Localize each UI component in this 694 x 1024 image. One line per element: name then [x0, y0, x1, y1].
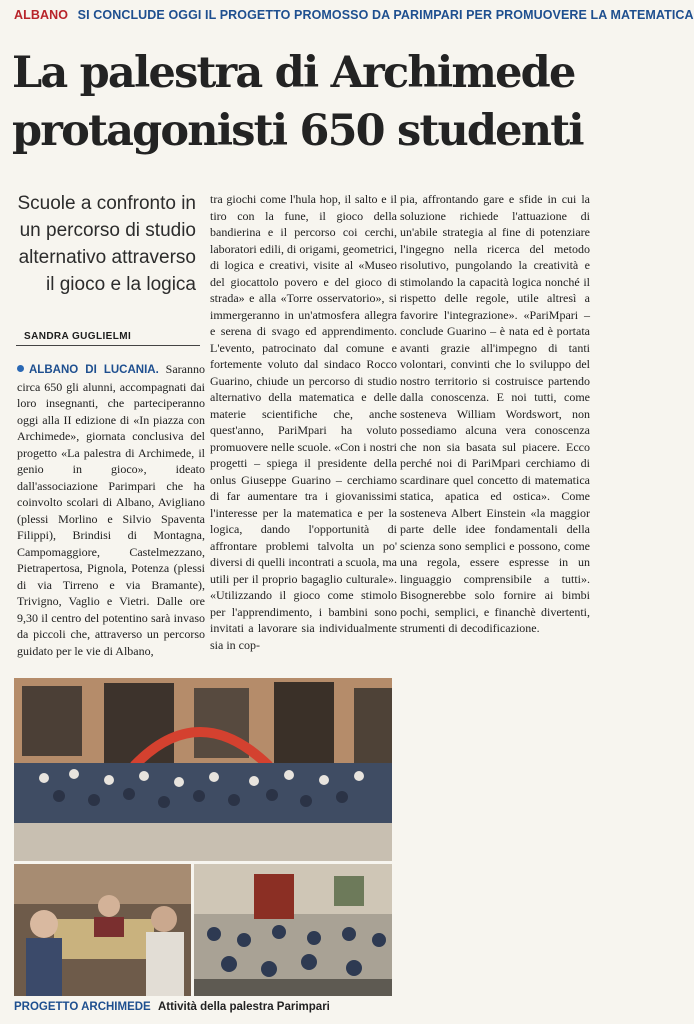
column-1-text: Saranno circa 650 gli alunni, accompagnati dai loro insegnanti, che parteciperanno oggi alla II edizione di «In piazza con Archimede», giornata conclusiva del progetto «La palestra di Archimede, il genio in gioco», ideato dall'associazione Parimpari che ha coinvolto scolari di Albano, Avigliano (plessi Morlino e Silvio Spaventa Filippi), Brindisi di Montagna, Campomaggiore, Castelmezzano, Pietrapertosa, Pignola, Potenza (plessi di via Tirreno e via Bramante), Trivigno, Vaglio e Vietri. Dalle ore 9,30 il centro del potentino sarà invaso da piccoli che, attraverso un percorso guidato per le vie di Albano, [17, 362, 205, 658]
dateline: ALBANO DI LUCANIA. [29, 364, 159, 376]
subheadline: Scuole a confronto in un percorso di studio alternativo attraverso il gioco e la logica [17, 193, 196, 295]
photo-piazza-students [14, 678, 392, 861]
kicker [14, 8, 694, 22]
headline [12, 44, 592, 160]
headline-line-1: La palestra di Archimede [12, 48, 575, 98]
caption-label: PROGETTO ARCHIMEDE [14, 1001, 151, 1013]
photo-children-workshop [14, 864, 191, 996]
kicker-place: ALBANO [14, 8, 69, 22]
byline-rule [16, 345, 200, 346]
byline: SANDRA GUGLIELMI [24, 331, 132, 342]
photo-classroom [194, 864, 392, 996]
kicker-text: SI CONCLUDE OGGI IL PROGETTO PROMOSSO DA PARIMPARI PER PROMUOVERE LA MATEMATICA [77, 8, 694, 22]
photo-caption [14, 1001, 330, 1013]
article-column-2: tra giochi come l'hula hop, il salto e il tiro con la fune, il gioco della bandierina e il percorso coi cerchi, laboratori edili, di origami, geometrici, di logica e creativi, visite al «Museo del giocattolo povero e del gioco di strada» e alla «Torre osservatorio», si immergeranno in un'atmosfera allegra e serena di svago ed apprendimento. L'evento, patrocinato dal comune e fortemente voluto dal sindaco Rocco Guarino, chiude un percorso di studio alternativo della matematica e delle materie scientifiche che, anche quest'anno, PariMpari ha voluto promuovere nelle scuole. «Con i nostri progetti – spiega il presidente della onlus Giuseppe Guarino – cerchiamo di far aumentare tra i giovanissimi l'interesse per la matematica e per la logica, dando l'opportunità di affrontare problemi talvolta un po' diversi di quelli incontrati a scuola, ma utili per il proprio bagaglio culturale». «Utilizzando il gioco come stimolo per l'apprendimento, i bambini sono invitati a lavorare sia individualmente sia in cop- [210, 192, 397, 652]
article-column-3: pia, affrontando gare e sfide in cui la soluzione richiede l'attuazione di un'abile strategia al fine di potenziare l'ingegno nella ricerca del metodo risolutivo, pungolando la creatività e stimolando la capacità logica nonché il rispetto delle regole, utile altresì a favorire l'integrazione». «PariMpari – conclude Guarino – è nata ed è portata avanti grazie all'impegno di tanti volontari, convinti che lo sviluppo del nostro territorio si costruisce partendo dalla conoscenza. E noi tutti, come sosteneva William Wordswort, non possediamo alcuna vera conoscenza che non sia basata sul piacere. Ecco perché noi di PariMpari cerchiamo di scardinare quel concetto di matematica statica, apatica ed ostica». Come sosteneva Albert Einstein «la maggior parte delle idee fondamentali della scienza sono semplici e possono, come una regola, essere espresse in un linguaggio comprensibile a tutti». Bisognerebbe solo fornire ai bimbi pochi, semplici, e financhè divertenti, strumenti di decodificazione. [400, 192, 590, 635]
headline-line-2: protagonisti 650 studenti [12, 106, 583, 156]
article-column-1 [17, 361, 205, 659]
bullet-dot-icon [17, 365, 24, 372]
caption-text: Attività della palestra Parimpari [157, 1001, 330, 1013]
